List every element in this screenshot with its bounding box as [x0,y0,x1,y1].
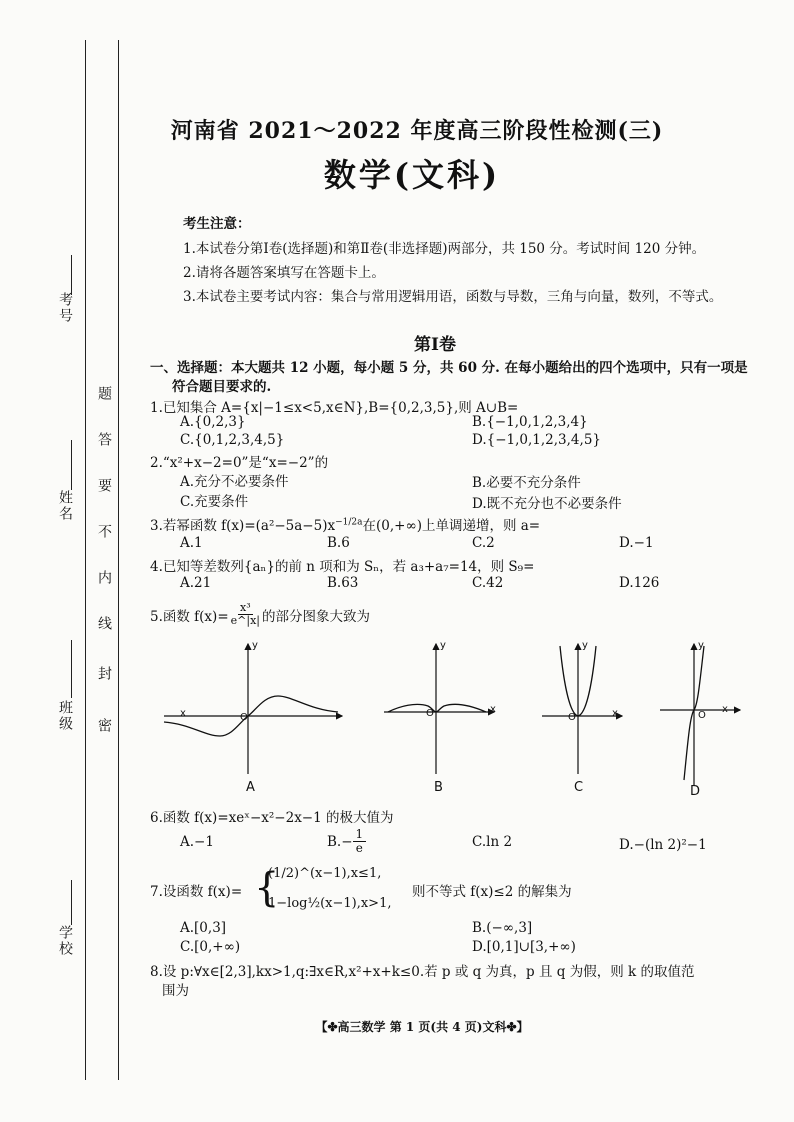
seal-word-bu: 不 [96,524,112,540]
exam-title: 河南省 2021～2022 年度高三阶段性检测(三) [170,118,664,144]
seal-word-yao: 要 [96,478,112,494]
q5-stem: 5.函数 f(x)= $\frac{\text{x³}}{e\^{}|x|}$ 的部分图象大致为 [150,601,370,627]
q7-option-b: B.(−∞,3] [472,920,533,936]
q1-option-a: A.{0,2,3} [180,414,246,430]
margin-line-outer [85,40,86,1080]
blank-exam-no [71,255,72,295]
q5-a-axis-x: x [180,708,186,719]
subject-title: 数学(文科) [323,156,501,194]
q4-option-b: B.63 [327,575,359,591]
q4-option-a: A.21 [180,575,212,591]
q3-stem: 3.若幂函数 $f(x)=(a^2-5a-5)x^{-1/2a}$在(0,+∞)上单调递增，则 a= [150,517,541,534]
q5-a-axis-y: y [252,640,258,651]
notice-item-3: 3.本试卷主要考试内容：集合与常用逻辑用语，函数与导数，三角与向量，数列，不等式。 [183,289,723,305]
q8-stem-cont: 围为 [162,983,189,999]
blank-class [71,640,72,698]
seal-word-xian: 线 [96,616,112,632]
q5-b-axis-y: y [440,640,446,651]
q5-c-axis-x: x [612,708,618,719]
q1-option-b: B.{−1,0,1,2,3,4} [472,414,588,430]
q5-a-origin: O [240,712,248,723]
q6-stem: 6.函数 f(x)=xeˣ−x²−2x−1 的极大值为 [150,810,394,826]
q7-case-1: (1/2)^(x−1),x≤1, [268,866,382,881]
margin-line-inner [118,40,119,1080]
q2-option-b: B.必要不充分条件 [472,475,581,491]
q5-label-d: D [690,784,701,799]
q1-option-c: C.{0,1,2,3,4,5} [180,432,285,448]
q2-stem: 2.“x²+x−2=0”是“x=−2”的 [150,455,329,471]
label-class: 班级 [57,700,73,732]
section-heading-cont: 符合题目要求的. [172,379,272,395]
q5-d-axis-x: x [722,704,728,715]
q3-option-b: B.6 [327,535,350,551]
q7-option-a: A.[0,3] [180,920,227,936]
q2-option-c: C.充要条件 [180,494,249,510]
q5-c-axis-y: y [582,640,588,651]
q7-stem-tail: 则不等式 f(x)≤2 的解集为 [412,884,572,900]
q4-option-c: C.42 [472,575,504,591]
q7-stem-pre: 7.设函数 f(x)= [150,884,243,900]
q5-label-c: C [574,780,584,795]
q5-frac-den: e^|x| [230,614,260,627]
seal-word-feng: 封 [96,666,112,682]
seal-word-mi: 密 [96,718,112,734]
q5-d-origin: O [698,710,706,721]
q7-option-d: D.[0,1]∪[3,+∞) [472,939,576,955]
q8-stem: 8.设 p:∀x∈[2,3],kx>1,q:∃x∈R,x²+x+k≤0.若 p 或 q 为真，p 且 q 为假，则 k 的取值范 [150,964,695,980]
q6-option-b: B.− $\frac{1}{e}$ [327,828,366,855]
label-name: 姓名 [57,490,73,522]
q5-graph-a [160,640,350,780]
q5-c-origin: O [568,712,576,723]
q7-case-2: 1−log½(x−1),x>1, [268,896,392,911]
label-exam-no: 考号 [57,292,73,324]
q2-option-d: D.既不充分也不必要条件 [472,496,622,512]
page-footer: 【✤高三数学 第 1 页(共 4 页)文科✤】 [315,1020,529,1034]
q4-stem: 4.已知等差数列{aₙ}的前 n 项和为 Sₙ，若 a₃+a₇=14，则 S₉= [150,559,535,575]
notice-item-2: 2.请将各题答案填写在答题卡上。 [183,265,385,281]
q5-label-b: B [434,780,443,795]
q3-option-d: D.−1 [619,535,654,551]
q6-option-d: D.−(ln 2)²−1 [619,837,707,853]
notice-heading: 考生注意： [183,216,251,232]
q5-label-a: A [246,780,255,795]
q6-option-c: C.ln 2 [472,834,513,850]
q2-option-a: A.充分不必要条件 [180,474,289,490]
notice-item-1: 1.本试卷分第Ⅰ卷(选择题)和第Ⅱ卷(非选择题)两部分，共 150 分。考试时间 120 分钟。 [183,241,706,257]
q1-stem: 1.已知集合 A={x|−1≤x<5,x∈N},B={0,2,3,5},则 A∪B= [150,400,519,416]
q3-option-c: C.2 [472,535,495,551]
part-title: 第Ⅰ卷 [414,335,456,355]
q5-d-axis-y: y [698,640,704,651]
q7-option-c: C.[0,+∞) [180,939,241,955]
q3-exponent: −1/2a [335,517,363,528]
q5-frac-num: x³ [240,601,251,614]
q6-option-a: A.−1 [180,834,214,850]
blank-school [71,880,72,925]
q1-option-d: D.{−1,0,1,2,3,4,5} [472,432,601,448]
q5-graph-b [380,640,500,780]
q5-b-origin: O [426,708,434,719]
section-heading: 一、选择题：本大题共 12 小题，每小题 5 分，共 60 分. 在每小题给出的四个选项中，只有一项是 [150,360,748,376]
q5-b-axis-x: x [490,704,496,715]
seal-word-nei: 内 [96,570,112,586]
seal-word-da: 答 [96,432,112,448]
seal-word-ti: 题 [96,386,112,402]
blank-name [71,440,72,490]
label-school: 学校 [57,925,73,957]
q4-option-d: D.126 [619,575,660,591]
q3-option-a: A.1 [180,535,203,551]
q7-brace: { [254,865,280,911]
